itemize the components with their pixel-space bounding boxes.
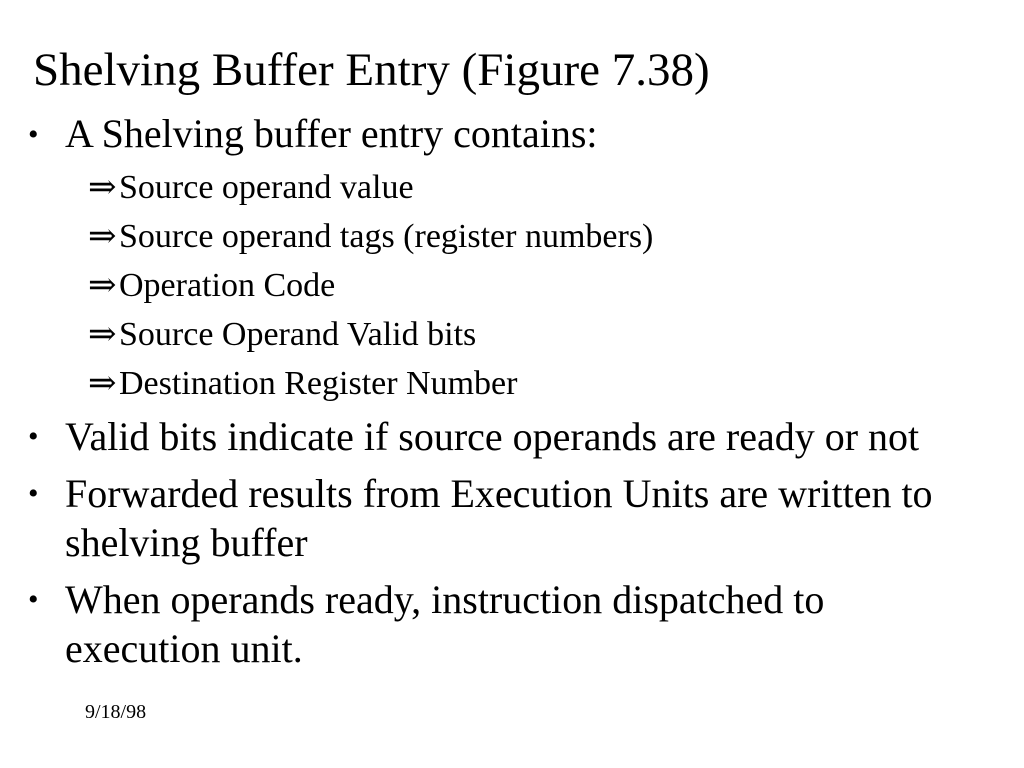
sub-bullet-text: Destination Register Number: [119, 365, 518, 402]
bullet-text: Forwarded results from Execution Units are written to shelving buffer: [65, 471, 933, 565]
slide-date: 9/18/98: [85, 701, 147, 723]
sub-bullet-text: Source operand value: [119, 169, 414, 206]
sub-bullet-item: [88, 163, 653, 212]
lead-bullet-item: [28, 110, 598, 159]
bullet-dot-icon: •: [28, 477, 39, 510]
main-bullet-list: [28, 412, 960, 681]
slide-title: Shelving Buffer Entry (Figure 7.38): [33, 44, 710, 96]
bullet-item: [28, 575, 960, 673]
sub-bullet-text: Source Operand Valid bits: [119, 316, 477, 353]
double-arrow-icon: ⇒: [88, 218, 117, 255]
bullet-text: When operands ready, instruction dispatched to execution unit.: [65, 577, 825, 671]
double-arrow-icon: ⇒: [88, 365, 117, 402]
bullet-item: [28, 412, 960, 461]
lead-bullet-text: A Shelving buffer entry contains:: [65, 111, 598, 156]
bullet-dot-icon: •: [28, 420, 39, 453]
sub-bullet-text: Operation Code: [119, 267, 336, 304]
sub-bullet-item: [88, 212, 653, 261]
bullet-text: Valid bits indicate if source operands are ready or not: [65, 414, 920, 459]
sub-bullet-item: [88, 261, 653, 310]
sub-bullet-item: [88, 310, 653, 359]
bullet-item: [28, 469, 960, 567]
sub-bullet-list: [88, 163, 653, 408]
sub-bullet-item: [88, 359, 653, 408]
sub-bullet-text: Source operand tags (register numbers): [119, 218, 654, 255]
bullet-dot-icon: •: [28, 118, 39, 151]
double-arrow-icon: ⇒: [88, 316, 117, 353]
bullet-dot-icon: •: [28, 583, 39, 616]
double-arrow-icon: ⇒: [88, 169, 117, 206]
double-arrow-icon: ⇒: [88, 267, 117, 304]
